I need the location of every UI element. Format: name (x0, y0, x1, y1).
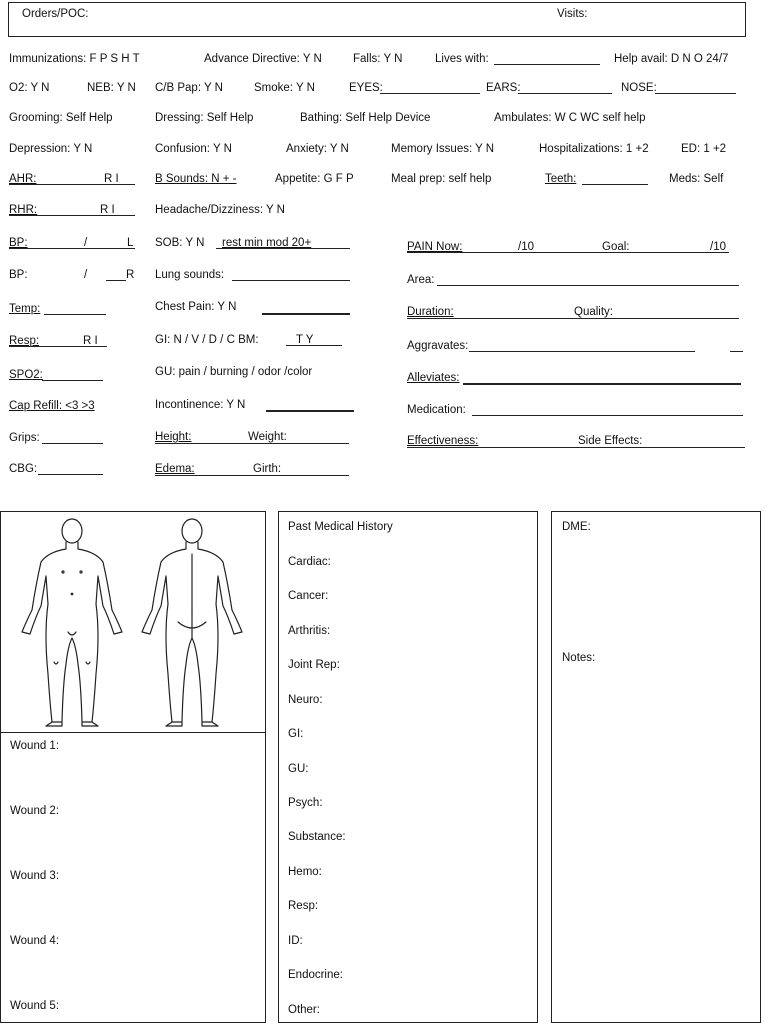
bp-right-side: R (126, 269, 135, 281)
help-avail-field: Help avail: D N O 24/7 (614, 53, 729, 65)
bp-left-line (9, 248, 135, 249)
orders-label: Orders/POC: (22, 8, 89, 20)
falls-field: Falls: Y N (353, 53, 403, 65)
history-hemo: Hemo: (288, 866, 322, 878)
incontinence-field: Incontinence: Y N (155, 399, 246, 411)
wound-5-label: Wound 5: (10, 1000, 60, 1012)
effectiveness-line (407, 447, 745, 448)
eyes-line (380, 93, 480, 94)
lives-with-label: Lives with: (435, 53, 489, 65)
edema-girth-line (155, 475, 349, 476)
dme-notes-box (551, 511, 761, 1023)
cbg-line (38, 474, 103, 475)
chest-pain-field: Chest Pain: Y N (155, 301, 237, 313)
history-psych: Psych: (288, 797, 323, 809)
headache-field: Headache/Dizziness: Y N (155, 204, 285, 216)
ed-field: ED: 1 +2 (681, 143, 727, 155)
advance-directive-field: Advance Directive: Y N (204, 53, 322, 65)
bathing-field: Bathing: Self Help Device (300, 112, 431, 124)
meal-prep-field: Meal prep: self help (391, 173, 492, 185)
appetite-field: Appetite: G F P (275, 173, 354, 185)
gi-field: GI: N / V / D / C BM: (155, 334, 259, 346)
history-other: Other: (288, 1004, 320, 1016)
history-arthritis: Arthritis: (288, 625, 331, 637)
bp-right-sep: / (84, 269, 88, 281)
edema-label: Edema: (155, 463, 195, 475)
weight-label: Weight: (248, 431, 287, 443)
effectiveness-label: Effectiveness: (407, 435, 479, 447)
area-label: Area: (407, 274, 435, 286)
body-diagram (8, 514, 258, 728)
b-sounds-field: B Sounds: N + - (155, 173, 237, 185)
duration-label: Duration: (407, 306, 454, 318)
medication-line (472, 415, 743, 416)
notes-label: Notes: (562, 652, 596, 664)
history-cancer: Cancer: (288, 590, 329, 602)
orders-box (8, 2, 746, 37)
lives-with-line (494, 64, 600, 65)
aggravates-line-short (730, 351, 743, 352)
hospitalizations-field: Hospitalizations: 1 +2 (539, 143, 649, 155)
cbpap-field: C/B Pap: Y N (155, 82, 223, 94)
visits-label: Visits: (557, 8, 588, 20)
wound-3-label: Wound 3: (10, 870, 60, 882)
body-wound-divider (0, 732, 266, 733)
ahr-label: AHR: (9, 173, 37, 185)
teeth-label: Teeth: (545, 173, 577, 185)
memory-issues-field: Memory Issues: Y N (391, 143, 495, 155)
dme-label: DME: (562, 521, 591, 533)
history-gu: GU: (288, 763, 309, 775)
nose-label: NOSE: (621, 82, 657, 94)
sob-line (216, 248, 350, 249)
sob-options: rest min mod 20+ (222, 237, 312, 249)
resp-label: Resp: (9, 335, 40, 347)
bm-options: T Y (296, 334, 314, 346)
depression-field: Depression: Y N (9, 143, 93, 155)
alleviates-line (463, 383, 741, 385)
alleviates-label: Alleviates: (407, 372, 460, 384)
bp-left-side: L (127, 237, 134, 249)
medication-label: Medication: (407, 404, 466, 416)
girth-label: Girth: (253, 463, 282, 475)
resp-ri: R I (83, 335, 98, 347)
spo2-line (42, 380, 103, 381)
history-title: Past Medical History (288, 521, 393, 533)
temp-label: Temp: (9, 303, 41, 315)
rhr-line (9, 215, 135, 216)
history-box (278, 511, 538, 1023)
area-line (437, 285, 739, 286)
height-label: Height: (155, 431, 192, 443)
bm-line (286, 345, 342, 346)
rhr-ri: R I (100, 204, 115, 216)
grips-label: Grips: (9, 432, 40, 444)
bp-left-label: BP: (9, 237, 28, 249)
rhr-label: RHR: (9, 204, 38, 216)
teeth-line (582, 184, 648, 185)
incontinence-line (266, 410, 354, 412)
anxiety-field: Anxiety: Y N (286, 143, 349, 155)
lung-sounds-label: Lung sounds: (155, 269, 225, 281)
temp-line (44, 314, 106, 315)
history-endocrine: Endocrine: (288, 969, 343, 981)
history-joint-rep: Joint Rep: (288, 659, 340, 671)
ahr-ri: R I (104, 173, 119, 185)
meds-field: Meds: Self (669, 173, 724, 185)
history-gi: GI: (288, 728, 304, 740)
gu-field: GU: pain / burning / odor /color (155, 366, 313, 378)
lung-sounds-line (232, 280, 350, 281)
bp-left-sep: / (84, 237, 88, 249)
immunizations-field: Immunizations: F P S H T (9, 53, 140, 65)
eyes-label: EYES: (349, 82, 383, 94)
wound-2-label: Wound 2: (10, 805, 60, 817)
spo2-label: SPO2: (9, 369, 43, 381)
quality-label: Quality: (574, 306, 613, 318)
bp-right-line (106, 280, 126, 281)
ears-line (518, 93, 612, 94)
history-id: ID: (288, 935, 303, 947)
wound-1-label: Wound 1: (10, 740, 60, 752)
duration-quality-line (407, 318, 739, 319)
history-substance: Substance: (288, 831, 346, 843)
neb-field: NEB: Y N (87, 82, 136, 94)
aggravates-line (469, 351, 695, 352)
grips-line (42, 443, 103, 444)
bp-right-label: BP: (9, 269, 28, 281)
grooming-field: Grooming: Self Help (9, 112, 113, 124)
body-back-figure (142, 519, 242, 726)
history-neuro: Neuro: (288, 694, 323, 706)
chest-pain-line (262, 313, 350, 315)
pain-now-scale: /10 (518, 241, 534, 253)
wound-4-label: Wound 4: (10, 935, 60, 947)
confusion-field: Confusion: Y N (155, 143, 232, 155)
history-cardiac: Cardiac: (288, 556, 331, 568)
dressing-field: Dressing: Self Help (155, 112, 254, 124)
cap-refill-field: Cap Refill: <3 >3 (9, 400, 95, 412)
sob-field: SOB: Y N (155, 237, 205, 249)
side-effects-label: Side Effects: (578, 435, 643, 447)
pain-line (407, 252, 729, 253)
nose-line (655, 93, 736, 94)
pain-goal-scale: /10 (710, 241, 726, 253)
body-front-figure (22, 519, 122, 726)
pain-goal-label: Goal: (602, 241, 630, 253)
ears-label: EARS: (486, 82, 521, 94)
aggravates-label: Aggravates: (407, 340, 469, 352)
ambulates-field: Ambulates: W C WC self help (494, 112, 646, 124)
pain-now-label: PAIN Now: (407, 241, 463, 253)
history-resp: Resp: (288, 900, 319, 912)
smoke-field: Smoke: Y N (254, 82, 315, 94)
o2-field: O2: Y N (9, 82, 50, 94)
cbg-label: CBG: (9, 463, 38, 475)
